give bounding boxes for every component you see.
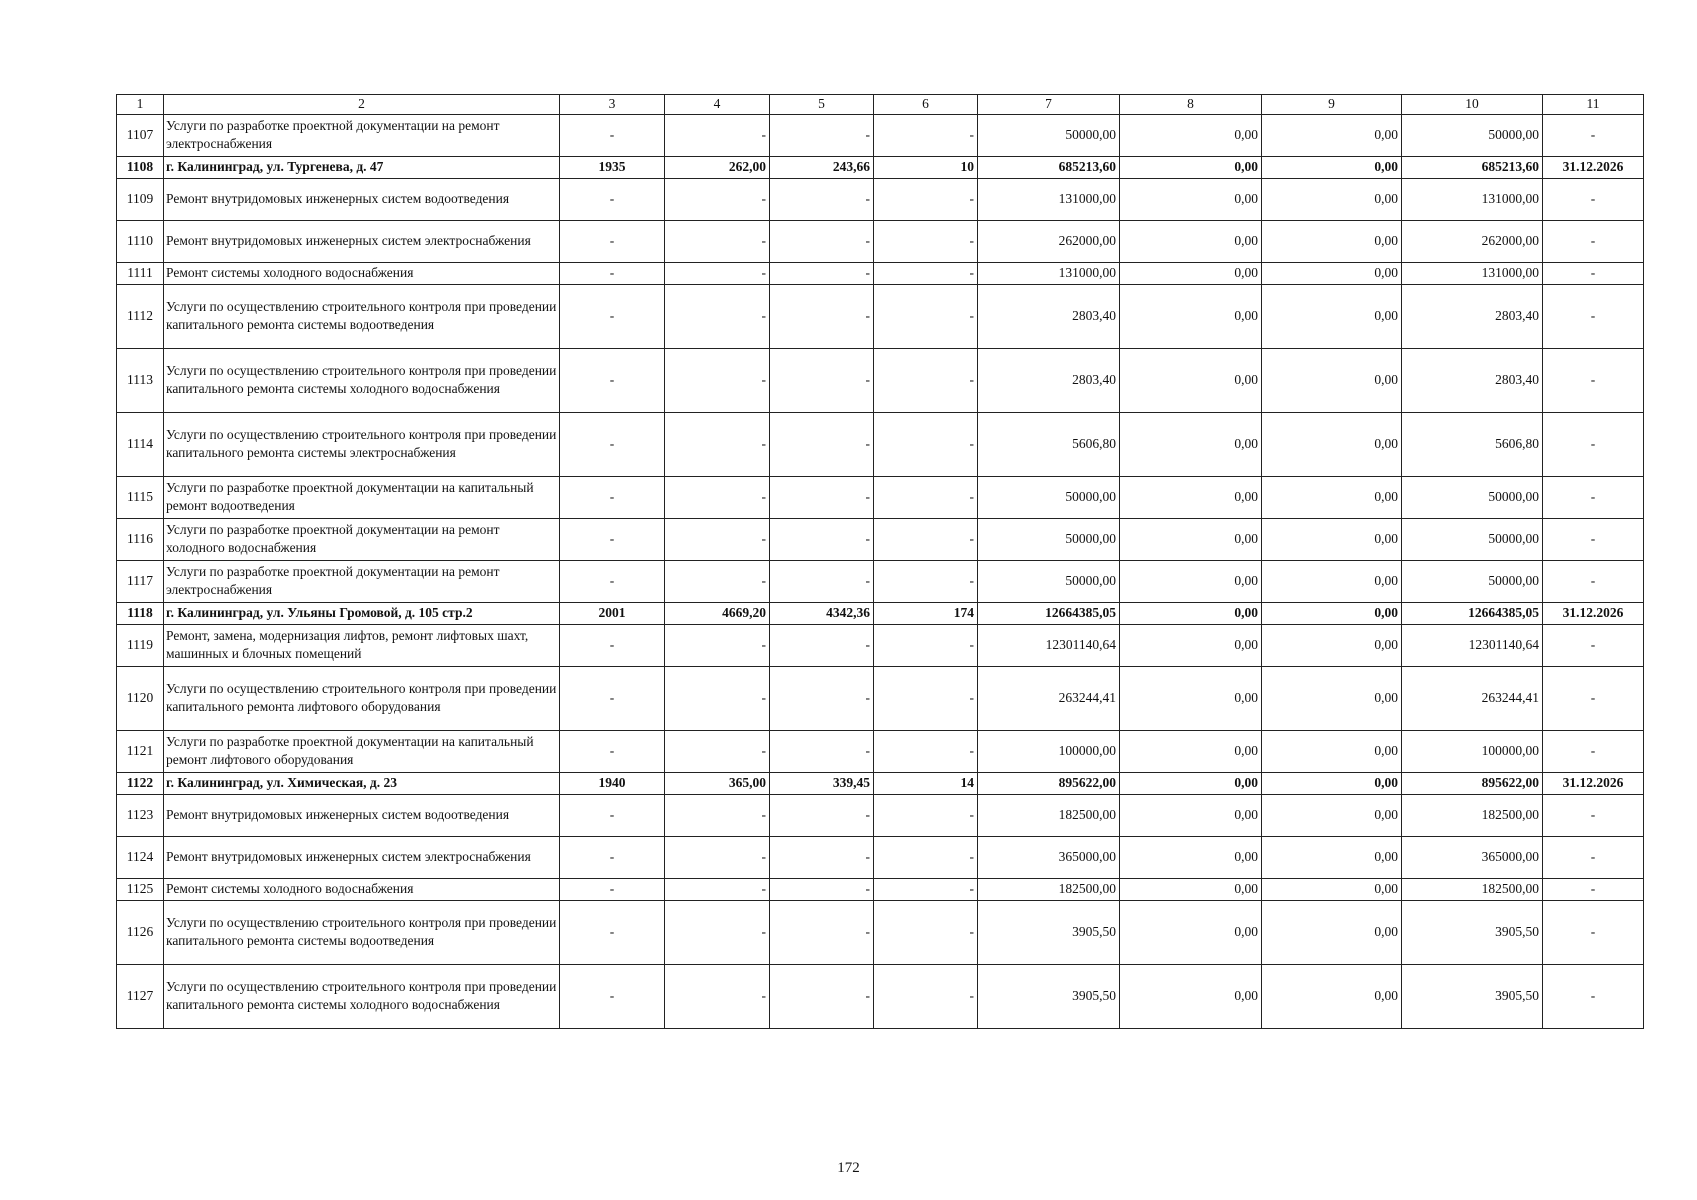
col7-cell: 50000,00 bbox=[978, 114, 1120, 156]
col7-cell: 50000,00 bbox=[978, 518, 1120, 560]
col9-cell: 0,00 bbox=[1262, 730, 1402, 772]
col10-cell: 182500,00 bbox=[1402, 794, 1543, 836]
table-row bbox=[117, 178, 1644, 220]
col3-cell: - bbox=[560, 220, 665, 262]
col10-cell: 12664385,05 bbox=[1402, 602, 1543, 624]
col11-cell: - bbox=[1543, 878, 1644, 900]
col9-cell: 0,00 bbox=[1262, 284, 1402, 348]
col9-cell: 0,00 bbox=[1262, 964, 1402, 1028]
col6-cell: - bbox=[874, 730, 978, 772]
col5-cell: - bbox=[770, 624, 874, 666]
col7-cell: 182500,00 bbox=[978, 878, 1120, 900]
col3-cell: - bbox=[560, 964, 665, 1028]
col3-cell: - bbox=[560, 560, 665, 602]
col6-cell: - bbox=[874, 794, 978, 836]
col10-cell: 50000,00 bbox=[1402, 518, 1543, 560]
col8-cell: 0,00 bbox=[1120, 624, 1262, 666]
col9-cell: 0,00 bbox=[1262, 878, 1402, 900]
col4-cell: 4669,20 bbox=[665, 602, 770, 624]
page-number: 172 bbox=[837, 1160, 860, 1176]
col4-cell: - bbox=[665, 518, 770, 560]
work-name-cell: Ремонт внутридомовых инженерных систем водоотведения bbox=[164, 794, 560, 836]
col7-cell: 262000,00 bbox=[978, 220, 1120, 262]
table-row bbox=[117, 964, 1644, 1028]
col8-cell: 0,00 bbox=[1120, 220, 1262, 262]
col3-cell: - bbox=[560, 900, 665, 964]
header-cell: 8 bbox=[1120, 95, 1262, 115]
row-number-cell: 1111 bbox=[117, 262, 164, 284]
col6-cell: - bbox=[874, 900, 978, 964]
work-name-cell: г. Калининград, ул. Химическая, д. 23 bbox=[164, 772, 560, 794]
col7-cell: 685213,60 bbox=[978, 156, 1120, 178]
col9-cell: 0,00 bbox=[1262, 156, 1402, 178]
header-cell: 10 bbox=[1402, 95, 1543, 115]
work-name-cell: Услуги по разработке проектной документации на ремонт электроснабжения bbox=[164, 114, 560, 156]
work-name-cell: Услуги по осуществлению строительного контроля при проведении капитального ремонта системы холодного водоснабжения bbox=[164, 964, 560, 1028]
header-cell: 6 bbox=[874, 95, 978, 115]
col4-cell: - bbox=[665, 412, 770, 476]
col10-cell: 50000,00 bbox=[1402, 476, 1543, 518]
col7-cell: 3905,50 bbox=[978, 964, 1120, 1028]
col4-cell: - bbox=[665, 730, 770, 772]
table-row bbox=[117, 348, 1644, 412]
col11-cell: - bbox=[1543, 348, 1644, 412]
col8-cell: 0,00 bbox=[1120, 114, 1262, 156]
register-table bbox=[116, 94, 1644, 1029]
col3-cell: - bbox=[560, 878, 665, 900]
address-row bbox=[117, 772, 1644, 794]
col7-cell: 182500,00 bbox=[978, 794, 1120, 836]
row-number-cell: 1121 bbox=[117, 730, 164, 772]
col10-cell: 182500,00 bbox=[1402, 878, 1543, 900]
col8-cell: 0,00 bbox=[1120, 518, 1262, 560]
col11-cell: - bbox=[1543, 794, 1644, 836]
work-name-cell: Ремонт системы холодного водоснабжения bbox=[164, 878, 560, 900]
col10-cell: 263244,41 bbox=[1402, 666, 1543, 730]
col9-cell: 0,00 bbox=[1262, 836, 1402, 878]
col8-cell: 0,00 bbox=[1120, 730, 1262, 772]
work-name-cell: г. Калининград, ул. Тургенева, д. 47 bbox=[164, 156, 560, 178]
header-cell: 11 bbox=[1543, 95, 1644, 115]
col11-cell: - bbox=[1543, 412, 1644, 476]
row-number-cell: 1117 bbox=[117, 560, 164, 602]
col7-cell: 131000,00 bbox=[978, 262, 1120, 284]
col9-cell: 0,00 bbox=[1262, 602, 1402, 624]
col5-cell: - bbox=[770, 262, 874, 284]
col8-cell: 0,00 bbox=[1120, 348, 1262, 412]
row-number-cell: 1116 bbox=[117, 518, 164, 560]
col10-cell: 131000,00 bbox=[1402, 178, 1543, 220]
col7-cell: 100000,00 bbox=[978, 730, 1120, 772]
col11-cell: - bbox=[1543, 178, 1644, 220]
col7-cell: 50000,00 bbox=[978, 560, 1120, 602]
table-row bbox=[117, 518, 1644, 560]
col11-cell: - bbox=[1543, 730, 1644, 772]
header-cell: 4 bbox=[665, 95, 770, 115]
col3-cell: - bbox=[560, 518, 665, 560]
col5-cell: - bbox=[770, 666, 874, 730]
col11-cell: - bbox=[1543, 624, 1644, 666]
work-name-cell: Ремонт системы холодного водоснабжения bbox=[164, 262, 560, 284]
col11-cell: - bbox=[1543, 964, 1644, 1028]
col7-cell: 12664385,05 bbox=[978, 602, 1120, 624]
col9-cell: 0,00 bbox=[1262, 114, 1402, 156]
row-number-cell: 1125 bbox=[117, 878, 164, 900]
col6-cell: - bbox=[874, 284, 978, 348]
col4-cell: - bbox=[665, 878, 770, 900]
col3-cell: - bbox=[560, 624, 665, 666]
col5-cell: - bbox=[770, 878, 874, 900]
col5-cell: - bbox=[770, 284, 874, 348]
col3-cell: - bbox=[560, 114, 665, 156]
col3-cell: - bbox=[560, 262, 665, 284]
row-number-cell: 1123 bbox=[117, 794, 164, 836]
col4-cell: - bbox=[665, 964, 770, 1028]
col5-cell: - bbox=[770, 900, 874, 964]
row-number-cell: 1115 bbox=[117, 476, 164, 518]
col4-cell: - bbox=[665, 476, 770, 518]
col7-cell: 5606,80 bbox=[978, 412, 1120, 476]
col4-cell: - bbox=[665, 560, 770, 602]
col10-cell: 3905,50 bbox=[1402, 900, 1543, 964]
col5-cell: - bbox=[770, 730, 874, 772]
col7-cell: 50000,00 bbox=[978, 476, 1120, 518]
col3-cell: - bbox=[560, 476, 665, 518]
col4-cell: 262,00 bbox=[665, 156, 770, 178]
address-row bbox=[117, 602, 1644, 624]
col3-cell: - bbox=[560, 794, 665, 836]
col5-cell: - bbox=[770, 794, 874, 836]
table-row bbox=[117, 624, 1644, 666]
col3-cell: - bbox=[560, 348, 665, 412]
col9-cell: 0,00 bbox=[1262, 518, 1402, 560]
col7-cell: 3905,50 bbox=[978, 900, 1120, 964]
col10-cell: 2803,40 bbox=[1402, 284, 1543, 348]
col9-cell: 0,00 bbox=[1262, 560, 1402, 602]
row-number-cell: 1109 bbox=[117, 178, 164, 220]
col9-cell: 0,00 bbox=[1262, 262, 1402, 284]
col8-cell: 0,00 bbox=[1120, 284, 1262, 348]
col11-cell: - bbox=[1543, 836, 1644, 878]
table-row bbox=[117, 412, 1644, 476]
col9-cell: 0,00 bbox=[1262, 220, 1402, 262]
col11-cell: - bbox=[1543, 518, 1644, 560]
col6-cell: - bbox=[874, 114, 978, 156]
row-number-cell: 1120 bbox=[117, 666, 164, 730]
col11-cell: - bbox=[1543, 114, 1644, 156]
row-number-cell: 1124 bbox=[117, 836, 164, 878]
col11-cell: 31.12.2026 bbox=[1543, 156, 1644, 178]
col10-cell: 685213,60 bbox=[1402, 156, 1543, 178]
col10-cell: 2803,40 bbox=[1402, 348, 1543, 412]
col11-cell: - bbox=[1543, 284, 1644, 348]
col6-cell: - bbox=[874, 476, 978, 518]
col8-cell: 0,00 bbox=[1120, 964, 1262, 1028]
col5-cell: - bbox=[770, 114, 874, 156]
col8-cell: 0,00 bbox=[1120, 878, 1262, 900]
col6-cell: - bbox=[874, 262, 978, 284]
col3-cell: - bbox=[560, 730, 665, 772]
col5-cell: - bbox=[770, 964, 874, 1028]
col10-cell: 3905,50 bbox=[1402, 964, 1543, 1028]
column-number-header-row bbox=[117, 95, 1644, 115]
col8-cell: 0,00 bbox=[1120, 412, 1262, 476]
work-name-cell: Услуги по осуществлению строительного контроля при проведении капитального ремонта системы холодного водоснабжения bbox=[164, 348, 560, 412]
col10-cell: 50000,00 bbox=[1402, 560, 1543, 602]
col7-cell: 895622,00 bbox=[978, 772, 1120, 794]
col3-cell: - bbox=[560, 666, 665, 730]
row-number-cell: 1110 bbox=[117, 220, 164, 262]
col4-cell: 365,00 bbox=[665, 772, 770, 794]
col4-cell: - bbox=[665, 666, 770, 730]
col3-cell: 1935 bbox=[560, 156, 665, 178]
header-cell: 5 bbox=[770, 95, 874, 115]
table-row bbox=[117, 476, 1644, 518]
col4-cell: - bbox=[665, 900, 770, 964]
col11-cell: 31.12.2026 bbox=[1543, 602, 1644, 624]
col5-cell: 4342,36 bbox=[770, 602, 874, 624]
row-number-cell: 1126 bbox=[117, 900, 164, 964]
col7-cell: 12301140,64 bbox=[978, 624, 1120, 666]
col9-cell: 0,00 bbox=[1262, 178, 1402, 220]
col8-cell: 0,00 bbox=[1120, 794, 1262, 836]
col3-cell: 1940 bbox=[560, 772, 665, 794]
col11-cell: - bbox=[1543, 476, 1644, 518]
col7-cell: 365000,00 bbox=[978, 836, 1120, 878]
col9-cell: 0,00 bbox=[1262, 772, 1402, 794]
col6-cell: - bbox=[874, 348, 978, 412]
row-number-cell: 1112 bbox=[117, 284, 164, 348]
col4-cell: - bbox=[665, 262, 770, 284]
col4-cell: - bbox=[665, 284, 770, 348]
col9-cell: 0,00 bbox=[1262, 794, 1402, 836]
table-row bbox=[117, 794, 1644, 836]
col6-cell: - bbox=[874, 878, 978, 900]
col10-cell: 5606,80 bbox=[1402, 412, 1543, 476]
work-name-cell: Услуги по разработке проектной документации на ремонт холодного водоснабжения bbox=[164, 518, 560, 560]
row-number-cell: 1107 bbox=[117, 114, 164, 156]
col7-cell: 2803,40 bbox=[978, 284, 1120, 348]
col4-cell: - bbox=[665, 836, 770, 878]
col5-cell: - bbox=[770, 476, 874, 518]
col7-cell: 263244,41 bbox=[978, 666, 1120, 730]
col5-cell: 339,45 bbox=[770, 772, 874, 794]
row-number-cell: 1108 bbox=[117, 156, 164, 178]
col10-cell: 100000,00 bbox=[1402, 730, 1543, 772]
col3-cell: 2001 bbox=[560, 602, 665, 624]
table-row bbox=[117, 666, 1644, 730]
work-name-cell: Услуги по осуществлению строительного контроля при проведении капитального ремонта системы водоотведения bbox=[164, 900, 560, 964]
col9-cell: 0,00 bbox=[1262, 348, 1402, 412]
col5-cell: - bbox=[770, 178, 874, 220]
col6-cell: - bbox=[874, 666, 978, 730]
col8-cell: 0,00 bbox=[1120, 262, 1262, 284]
col11-cell: - bbox=[1543, 560, 1644, 602]
row-number-cell: 1127 bbox=[117, 964, 164, 1028]
col4-cell: - bbox=[665, 178, 770, 220]
col10-cell: 895622,00 bbox=[1402, 772, 1543, 794]
col8-cell: 0,00 bbox=[1120, 666, 1262, 730]
col11-cell: - bbox=[1543, 220, 1644, 262]
col10-cell: 262000,00 bbox=[1402, 220, 1543, 262]
col8-cell: 0,00 bbox=[1120, 772, 1262, 794]
col11-cell: - bbox=[1543, 262, 1644, 284]
row-number-cell: 1113 bbox=[117, 348, 164, 412]
row-number-cell: 1114 bbox=[117, 412, 164, 476]
table-row bbox=[117, 114, 1644, 156]
work-name-cell: Ремонт внутридомовых инженерных систем электроснабжения bbox=[164, 836, 560, 878]
table-row bbox=[117, 262, 1644, 284]
table-body bbox=[117, 95, 1644, 1029]
col6-cell: 14 bbox=[874, 772, 978, 794]
col8-cell: 0,00 bbox=[1120, 178, 1262, 220]
header-cell: 7 bbox=[978, 95, 1120, 115]
col4-cell: - bbox=[665, 794, 770, 836]
col5-cell: 243,66 bbox=[770, 156, 874, 178]
col9-cell: 0,00 bbox=[1262, 476, 1402, 518]
col5-cell: - bbox=[770, 412, 874, 476]
col9-cell: 0,00 bbox=[1262, 666, 1402, 730]
col10-cell: 50000,00 bbox=[1402, 114, 1543, 156]
table-row bbox=[117, 900, 1644, 964]
col8-cell: 0,00 bbox=[1120, 602, 1262, 624]
col10-cell: 365000,00 bbox=[1402, 836, 1543, 878]
col11-cell: 31.12.2026 bbox=[1543, 772, 1644, 794]
col6-cell: - bbox=[874, 412, 978, 476]
col5-cell: - bbox=[770, 518, 874, 560]
work-name-cell: г. Калининград, ул. Ульяны Громовой, д. 105 стр.2 bbox=[164, 602, 560, 624]
col10-cell: 12301140,64 bbox=[1402, 624, 1543, 666]
col5-cell: - bbox=[770, 560, 874, 602]
col9-cell: 0,00 bbox=[1262, 900, 1402, 964]
col8-cell: 0,00 bbox=[1120, 560, 1262, 602]
col5-cell: - bbox=[770, 220, 874, 262]
header-cell: 1 bbox=[117, 95, 164, 115]
address-row bbox=[117, 156, 1644, 178]
work-name-cell: Ремонт внутридомовых инженерных систем электроснабжения bbox=[164, 220, 560, 262]
col7-cell: 131000,00 bbox=[978, 178, 1120, 220]
col5-cell: - bbox=[770, 836, 874, 878]
col8-cell: 0,00 bbox=[1120, 156, 1262, 178]
col6-cell: - bbox=[874, 964, 978, 1028]
work-name-cell: Услуги по осуществлению строительного контроля при проведении капитального ремонта системы водоотведения bbox=[164, 284, 560, 348]
table-row bbox=[117, 284, 1644, 348]
row-number-cell: 1122 bbox=[117, 772, 164, 794]
header-cell: 2 bbox=[164, 95, 560, 115]
col3-cell: - bbox=[560, 178, 665, 220]
col6-cell: - bbox=[874, 560, 978, 602]
table-row bbox=[117, 730, 1644, 772]
col11-cell: - bbox=[1543, 666, 1644, 730]
col7-cell: 2803,40 bbox=[978, 348, 1120, 412]
col4-cell: - bbox=[665, 348, 770, 412]
col9-cell: 0,00 bbox=[1262, 624, 1402, 666]
col6-cell: - bbox=[874, 624, 978, 666]
col9-cell: 0,00 bbox=[1262, 412, 1402, 476]
table-row bbox=[117, 560, 1644, 602]
col8-cell: 0,00 bbox=[1120, 836, 1262, 878]
work-name-cell: Ремонт внутридомовых инженерных систем водоотведения bbox=[164, 178, 560, 220]
col3-cell: - bbox=[560, 836, 665, 878]
table-row bbox=[117, 836, 1644, 878]
table-row bbox=[117, 220, 1644, 262]
row-number-cell: 1119 bbox=[117, 624, 164, 666]
col6-cell: - bbox=[874, 220, 978, 262]
col5-cell: - bbox=[770, 348, 874, 412]
col4-cell: - bbox=[665, 220, 770, 262]
col4-cell: - bbox=[665, 624, 770, 666]
work-name-cell: Ремонт, замена, модернизация лифтов, ремонт лифтовых шахт, машинных и блочных помещений bbox=[164, 624, 560, 666]
col3-cell: - bbox=[560, 412, 665, 476]
col6-cell: - bbox=[874, 518, 978, 560]
col3-cell: - bbox=[560, 284, 665, 348]
table-row bbox=[117, 878, 1644, 900]
row-number-cell: 1118 bbox=[117, 602, 164, 624]
work-name-cell: Услуги по разработке проектной документации на капитальный ремонт лифтового оборудования bbox=[164, 730, 560, 772]
header-cell: 9 bbox=[1262, 95, 1402, 115]
col4-cell: - bbox=[665, 114, 770, 156]
col8-cell: 0,00 bbox=[1120, 900, 1262, 964]
col6-cell: 10 bbox=[874, 156, 978, 178]
col6-cell: - bbox=[874, 836, 978, 878]
header-cell: 3 bbox=[560, 95, 665, 115]
work-name-cell: Услуги по разработке проектной документации на ремонт электроснабжения bbox=[164, 560, 560, 602]
work-name-cell: Услуги по осуществлению строительного контроля при проведении капитального ремонта системы электроснабжения bbox=[164, 412, 560, 476]
col8-cell: 0,00 bbox=[1120, 476, 1262, 518]
col10-cell: 131000,00 bbox=[1402, 262, 1543, 284]
col6-cell: 174 bbox=[874, 602, 978, 624]
col6-cell: - bbox=[874, 178, 978, 220]
work-name-cell: Услуги по разработке проектной документации на капитальный ремонт водоотведения bbox=[164, 476, 560, 518]
col11-cell: - bbox=[1543, 900, 1644, 964]
work-name-cell: Услуги по осуществлению строительного контроля при проведении капитального ремонта лифтового оборудования bbox=[164, 666, 560, 730]
